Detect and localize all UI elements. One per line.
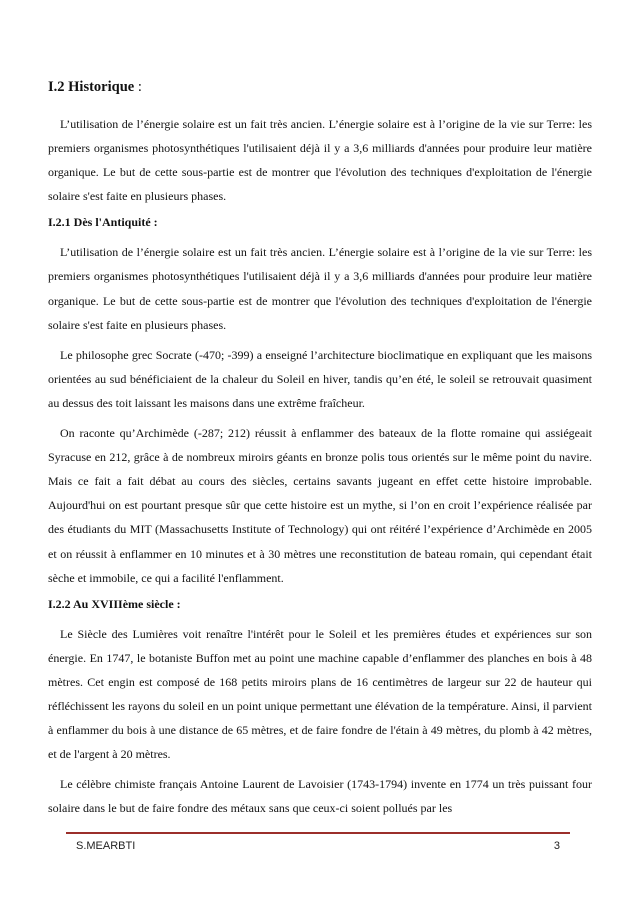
- subsection-heading-18th-century: I.2.2 Au XVIIIème siècle :: [48, 596, 181, 611]
- subsection-heading-antiquity: I.2.1 Dès l'Antiquité :: [48, 215, 158, 230]
- footer-page-number: 3: [553, 840, 560, 852]
- footer-rule: [66, 832, 570, 834]
- section-colon: :: [134, 79, 142, 95]
- paragraph-18th-buffon: Le Siècle des Lumières voit renaître l'intérêt pour le Soleil et les premières études et expériences sur son énergie. En 1747, le botaniste Buffon met au point une machine capable d’enflammer des planches en bois à 48 mètres. Cet engin est composé de 168 petits miroirs plans de 16 centimètres de largeur sur 22 de hauteur qui réfléchissent les rayons du soleil en un point unique permettant une élévation de la température. Ainsi, il parvient à enflammer du bois à une distance de 65 mètres, et de faire fondre de l'étain à 49 mètres, du plomb à 42 mètres, et de l'argent à 20 mètres.: [48, 626, 592, 762]
- page-footer: [66, 832, 570, 852]
- paragraph-18th-lavoisier: Le célèbre chimiste français Antoine Laurent de Lavoisier (1743-1794) invente en 1774 un très puissant four solaire dans le but de faire fondre des métaux sans que ceux-ci soient pollués par les: [48, 777, 592, 816]
- section-intro-paragraph: L’utilisation de l’énergie solaire est un fait très ancien. L’énergie solaire est à l’origine de la vie sur Terre: les premiers organismes photosynthétiques l'utilisaient déjà il y a 3,6 milliards d'années pour produire leur matière organique. Le but de cette sous-partie est de montrer que l'évolution des techniques d'exploitation de l'énergie solaire s'est faite en plusieurs phases.: [48, 117, 592, 204]
- paragraph-antiquity-1: L’utilisation de l’énergie solaire est un fait très ancien. L’énergie solaire est à l’origine de la vie sur Terre: les premiers organismes photosynthétiques l'utilisaient déjà il y a 3,6 milliards d'années pour produire leur matière organique. Le but de cette sous-partie est de montrer que l'évolution des techniques d'exploitation de l'énergie solaire s'est faite en plusieurs phases.: [48, 245, 592, 332]
- footer-author: S.MEARBTI: [76, 840, 136, 852]
- section-title: I.2 Historique: [48, 79, 135, 95]
- paragraph-antiquity-archimede: On raconte qu’Archimède (-287; 212) réussit à enflammer des bateaux de la flotte romaine qui assiégeait Syracuse en 212, grâce à de nombreux miroirs géants en bronze polis tous orientés sur le même point du navire. Mais ce fait a fait débat au cours des siècles, certains savants jugeant en effet cette histoire improbable. Aujourd'hui on est pourtant presque sûr que cette histoire est un mythe, si l’on en croit l’expérience réalisée par des étudiants du MIT (Massachusetts Institute of Technology) qui ont réitéré l’expérience d’Archimède en 2005 et on réussit à enflammer en 10 minutes et à 30 mètres une reconstitution de bateau romain, qui cependant était sèche et immobile, ce qui a facilité l'enflamment.: [48, 426, 592, 585]
- section-heading: [48, 78, 592, 96]
- paragraph-antiquity-socrate: Le philosophe grec Socrate (-470; -399) a enseigné l’architecture bioclimatique en expliquant que les maisons orientées au sud bénéficiaient de la chaleur du Soleil en hiver, tandis qu’en été, le soleil se retrouvait quasiment au dessus des toit laissant les maisons dans une extrême fraîcheur.: [48, 347, 592, 410]
- footer-row: [66, 840, 570, 852]
- page-content: [48, 72, 592, 826]
